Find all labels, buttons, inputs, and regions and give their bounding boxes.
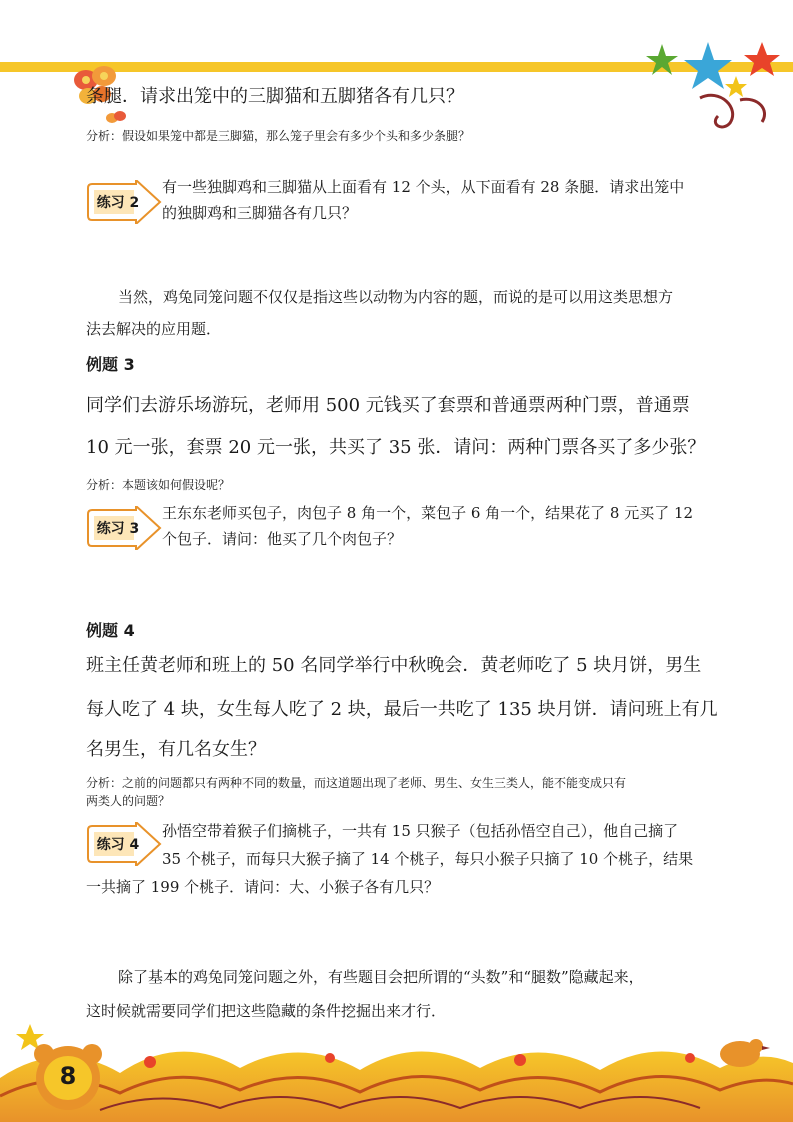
example-4-line-1: 班主任黄老师和班上的 50 名同学举行中秋晚会．黄老师吃了 5 块月饼，男生 [86,655,702,676]
exercise-4-line-1: 孙悟空带着猴子们摘桃子，一共有 15 只猴子（包括孙悟空自己），他自己摘了 [162,822,679,840]
example-4-analysis-line-2: 两类人的问题？ [86,794,171,808]
exercise-2-label: 练习 2 [96,195,140,211]
example-3-line-2: 10 元一张，套票 20 元一张，共买了 35 张．请问：两种门票各买了多少张？ [86,437,706,458]
exercise-3-line-2: 个包子．请问：他买了几个肉包子？ [162,530,403,548]
example-3-line-1: 同学们去游乐场游玩，老师用 500 元钱买了套票和普通票两种门票，普通票 [86,395,690,416]
example-3-title: 例题 3 [86,355,135,374]
example-4-line-2: 每人吃了 4 块，女生每人吃了 2 块，最后一共吃了 135 块月饼．请问班上有几 [86,699,718,720]
stars-decoration-icon [640,38,790,133]
analysis-text: 分析：假设如果笼中都是三脚猫，那么笼子里会有多少个头和多少条腿？ [86,129,471,143]
exercise-2-line-2: 的独脚鸡和三脚猫各有几只？ [162,204,358,222]
exercise-4-line-2: 35 个桃子，而每只大猴子摘了 14 个桃子，每只小猴子只摘了 10 个桃子，结果 [162,850,694,868]
paragraph-1-line-1: 当然，鸡兔同笼问题不仅仅是指这些以动物为内容的题，而说的是可以用这类思想方 [118,288,674,306]
paragraph-1-line-2: 法去解决的应用题． [86,320,222,338]
example-3-analysis: 分析：本题该如何假设呢？ [86,478,231,492]
footer-decoration [0,1018,793,1122]
paragraph-2-line-1: 除了基本的鸡兔同笼问题之外，有些题目会把所谓的“头数”和“腿数”隐藏起来， [118,968,644,986]
exercise-4-line-3: 一共摘了 199 个桃子．请问：大、小猴子各有几只？ [86,878,440,896]
exercise-2-line-1: 有一些独脚鸡和三脚猫从上面看有 12 个头，从下面看有 28 条腿．请求出笼中 [162,178,685,196]
example-4-title: 例题 4 [86,621,135,640]
continuation-text: 条腿．请求出笼中的三脚猫和五脚猪各有几只？ [86,86,464,107]
exercise-4-label: 练习 4 [96,837,140,853]
example-4-analysis-line-1: 分析：之前的问题都只有两种不同的数量，而这道题出现了老师、男生、女生三类人，能不能变成只有 [86,776,627,790]
example-4-line-3: 名男生，有几名女生？ [86,739,266,760]
paragraph-2-line-2: 这时候就需要同学们把这些隐藏的条件挖掘出来才行． [86,1002,447,1020]
exercise-3-line-1: 王东东老师买包子，肉包子 8 角一个，菜包子 6 角一个，结果花了 8 元买了 12 [162,504,694,522]
page-number: 8 [59,1062,77,1090]
exercise-3-label: 练习 3 [96,521,140,537]
